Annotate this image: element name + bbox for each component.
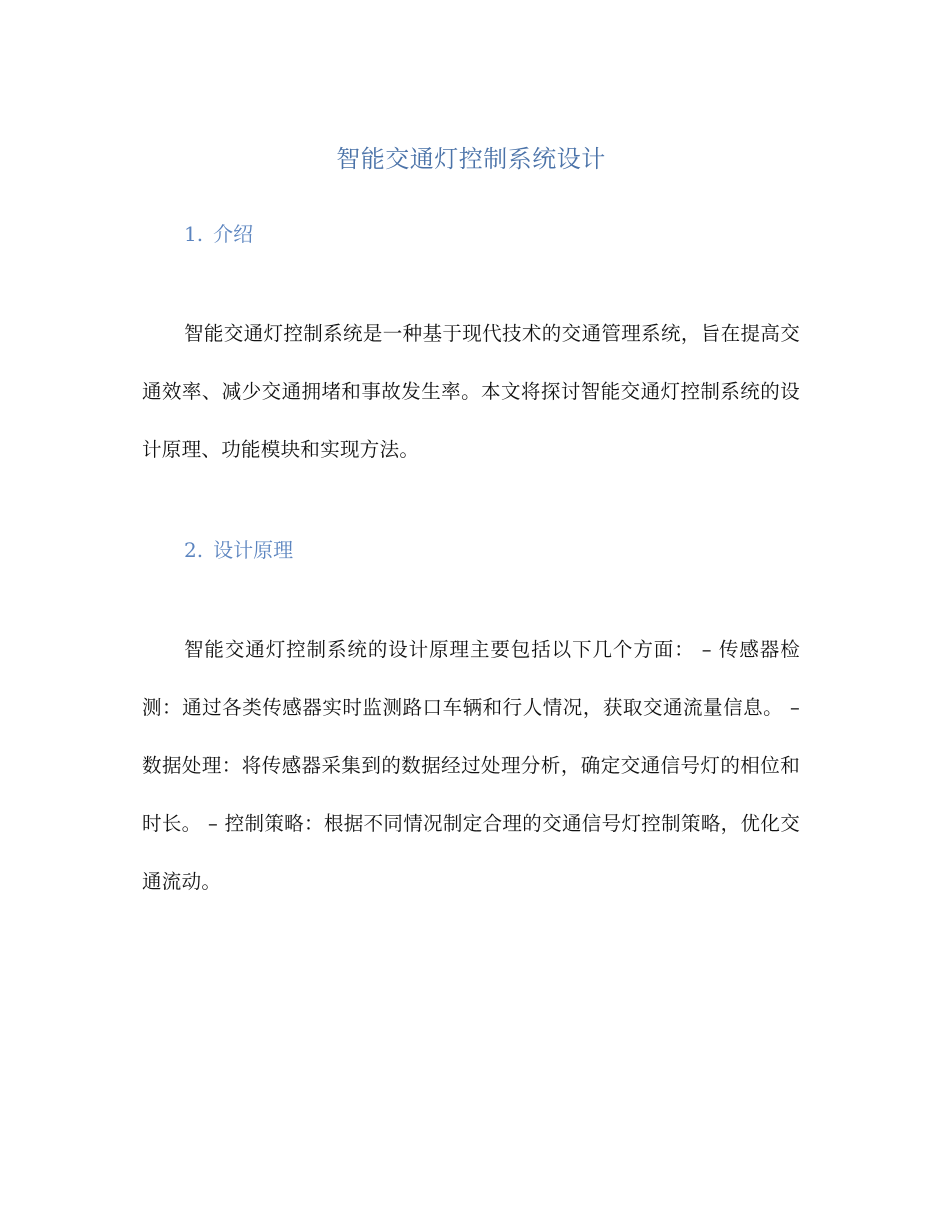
section-heading-text: 设计原理 xyxy=(213,538,294,562)
section-paragraph-design-principle: 智能交通灯控制系统的设计原理主要包括以下几个方面： – 传感器检测：通过各类传感器实时监测路口车辆和行人情况，获取交通流量信息。 – 数据处理：将传感器采集到的数据经过处理分析，确定交通信号灯的相位和时长。 – 控制策略：根据不同情况制定合理的交通信号灯控制策略，优化交通流动。 xyxy=(142,638,800,893)
section-heading-design-principle xyxy=(142,535,800,565)
section-number: 1. xyxy=(184,222,204,246)
document-title: 智能交通灯控制系统设计 xyxy=(336,145,606,173)
section-heading-text: 介绍 xyxy=(213,222,254,246)
section-heading-intro xyxy=(142,219,800,249)
section-paragraph-intro: 智能交通灯控制系统是一种基于现代技术的交通管理系统，旨在提高交通效率、减少交通拥堵和事故发生率。本文将探讨智能交通灯控制系统的设计原理、功能模块和实现方法。 xyxy=(142,322,800,461)
section-number: 2. xyxy=(184,538,204,562)
